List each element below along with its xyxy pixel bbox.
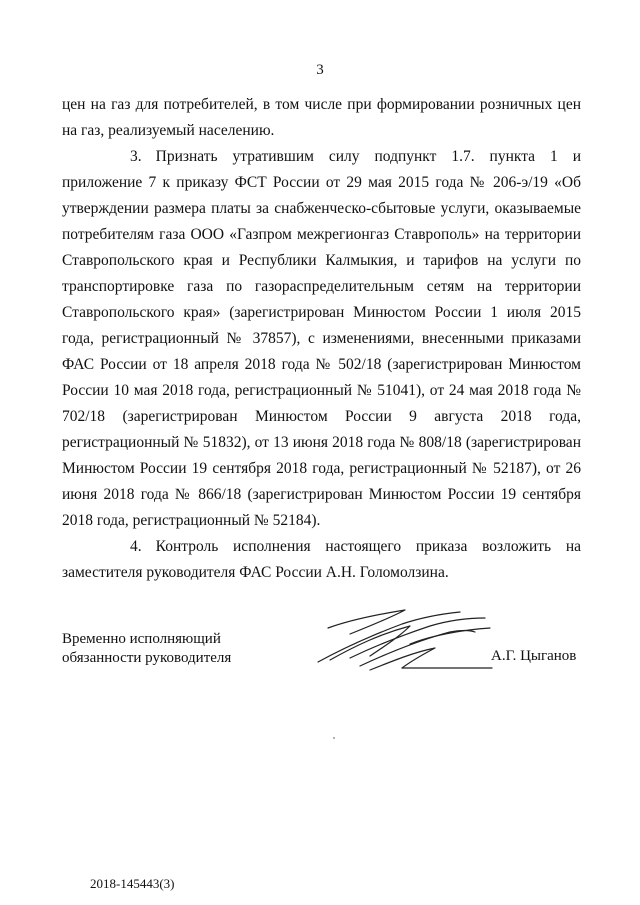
- paragraph-4-text: Контроль исполнения настоящего приказа возложить на заместителя руководителя ФАС России А.Н. Голомолзина.: [62, 538, 581, 581]
- signatory-title-line-2: обязанности руководителя: [62, 650, 232, 666]
- page-number: 3: [316, 62, 324, 78]
- document-id: 2018-145443(3): [90, 876, 175, 891]
- paragraph-3-text: Признать утратившим силу подпункт 1.7. пункта 1 и приложение 7 к приказу ФСТ России от 29 мая 2015 года № 206-э/19 «Об утверждении размера платы за снабженческо-сбытовые услуги, оказываемые потребителям газа ООО «Газпром межрегионгаз Ставрополь» на территории Ставропольского края и Республики Калмыкия, и тарифов на услуги по транспортировке газа по газораспределительным сетям на территории Ставропольского края» (зарегистрирован Минюстом России 1 июля 2015 года, регистрационный № 37857), с изменениями, внесенными приказами ФАС России от 18 апреля 2018 года № 502/18 (зарегистрирован Минюстом России 10 мая 2018 года, регистрационный № 51041), от 24 мая 2018 года № 702/18 (зарегистрирован Минюстом России 9 августа 2018 года, регистрационный № 51832), от 13 июня 2018 года № 808/18 (зарегистрирован Минюстом России 19 сентября 2018 года, регистрационный № 52187), от 26 июня 2018 года № 866/18 (зарегистрирован Минюстом России 19 сентября 2018 года, регистрационный № 52184).: [62, 148, 581, 529]
- signatory-title: [62, 630, 231, 668]
- scan-speck: [333, 737, 335, 739]
- paragraph-4-number: 4.: [130, 538, 142, 555]
- paragraph-3-number: 3.: [130, 148, 142, 165]
- paragraph-continuation: цен на газ для потребителей, в том числе при формировании розничных цен на газ, реализуемый населению.: [62, 96, 581, 139]
- signatory-name: А.Г. Цыганов: [491, 648, 577, 664]
- signatory-title-line-1: Временно исполняющий: [62, 631, 221, 647]
- paragraph-3: [62, 144, 581, 534]
- document-body: [62, 92, 581, 586]
- handwritten-signature: [310, 600, 520, 680]
- paragraph-4: [62, 534, 581, 586]
